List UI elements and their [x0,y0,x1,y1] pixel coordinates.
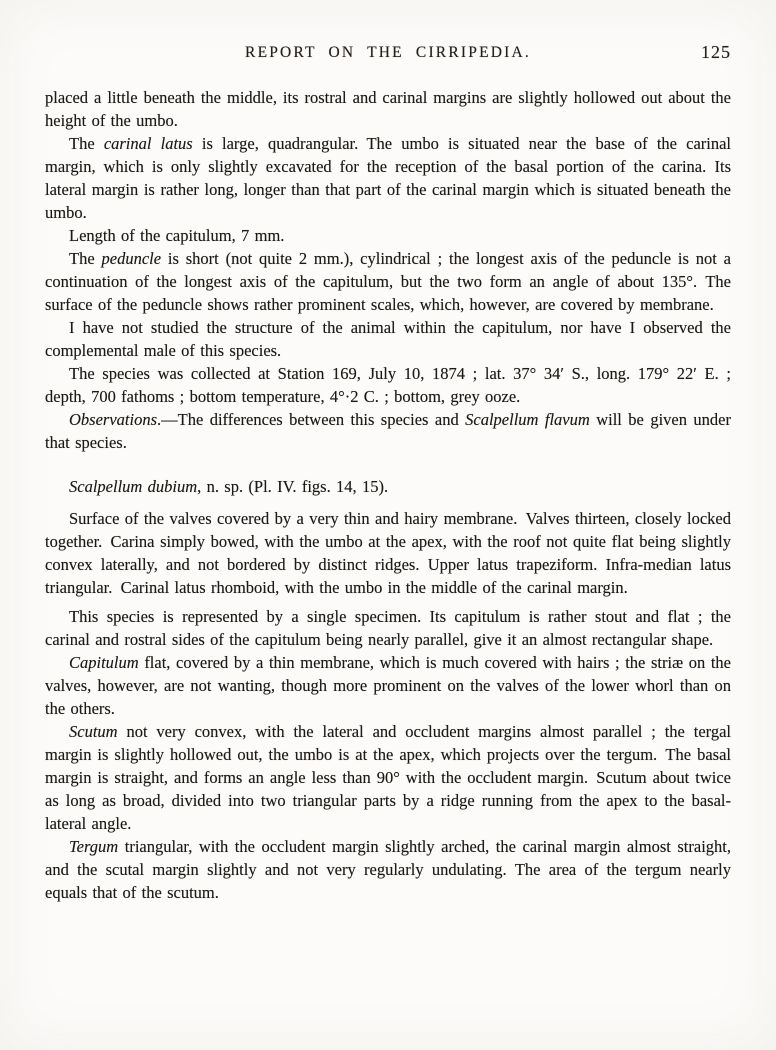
paragraph [45,362,731,408]
paragraph [45,247,731,316]
text-run: triangular, with the occludent margin slightly arched, the carinal margin almost straight, and the scutal margin slightly and not very regularly undulating. The area of the tergum nearly equals that of the scutum. [45,837,731,902]
text-run: .—The differences between this species and [157,410,466,429]
italic-text-run: peduncle [101,249,162,268]
text-run: The [69,249,102,268]
paragraph [45,224,731,247]
paragraph [45,316,731,362]
italic-text-run: Observations [69,410,157,429]
text-run: is large, quadrangular. The umbo is situated near the base of the carinal margin, which is only slightly excavated for the reception of the basal portion of the carina. Its lateral margin is rather long, longer than that part of the carinal margin which is situated beneath the umbo. [45,134,732,222]
text-run: is short (not quite 2 mm.), cylindrical ; the longest axis of the peduncle is not a continuation of the longest axis of the capitulum, but the two form an angle of about 135°. The surface of the peduncle shows rather prominent scales, which, however, are covered by membrane. [45,249,731,314]
text-run: will be given under that species. [45,410,731,452]
text-run: , n. sp. (Pl. IV. figs. 14, 15). [197,477,389,496]
page-body [45,86,731,904]
page-number: 125 [701,42,731,62]
text-run: I have not studied the structure of the animal within the capitulum, nor have I observed the complemental male of this species. [45,318,731,360]
paragraph [45,408,731,454]
text-run: Surface of the valves covered by a very thin and hairy membrane. Valves thirteen, closely locked together. Carina simply bowed, with the umbo at the apex, with the roof not quite flat being slightly convex laterally, and not bordered by distinct ridges. Upper latus trapeziform. Infra-median latus triangular. Carinal latus rhomboid, with the umbo in the middle of the carinal margin. [45,509,731,597]
page-header [45,44,731,68]
italic-text-run: carinal latus [103,134,193,153]
paragraph [45,720,731,835]
text-run: The species was collected at Station 169, July 10, 1874 ; lat. 37° 34′ S., long. 179° 22′ E. ; depth, 700 fathoms ; bottom temperature, 4°·2 C. ; bottom, grey ooze. [45,364,731,406]
paragraph [45,605,731,651]
text-run: not very convex, with the lateral and occludent margins almost parallel ; the tergal margin is slightly hollowed out, the umbo is at the apex, which projects over the tergum. The basal margin is straight, and forms an angle less than 90° with the occludent margin. Scutum about twice as long as broad, divided into two triangular parts by a ridge running from the apex to the basal-lateral angle. [45,722,731,833]
paragraph [45,835,731,904]
italic-text-run: Tergum [69,837,119,856]
italic-text-run: Scalpellum dubium [69,477,198,496]
italic-text-run: Scutum [69,722,118,741]
text-run: placed a little beneath the middle, its rostral and carinal margins are slightly hollowed out about the height of the umbo. [45,88,731,130]
text-run: flat, covered by a thin membrane, which is much covered with hairs ; the striæ on the valves, however, are not wanting, though more prominent on the valves of the lower whorl than on the others. [45,653,731,718]
italic-text-run: Capitulum [69,653,139,672]
text-run: This species is represented by a single specimen. Its capitulum is rather stout and flat ; the carinal and rostral sides of the capitulum being nearly parallel, give it an almost rectangular shape. [45,607,731,649]
text-run: The [69,134,104,153]
running-title: REPORT ON THE CIRRIPEDIA. [245,44,531,61]
species-heading [45,475,731,498]
paragraph [45,86,731,132]
paragraph [45,507,731,599]
italic-text-run: Scalpellum flavum [465,410,590,429]
paragraph [45,132,731,224]
text-run: Length of the capitulum, 7 mm. [69,226,285,245]
paragraph [45,651,731,720]
